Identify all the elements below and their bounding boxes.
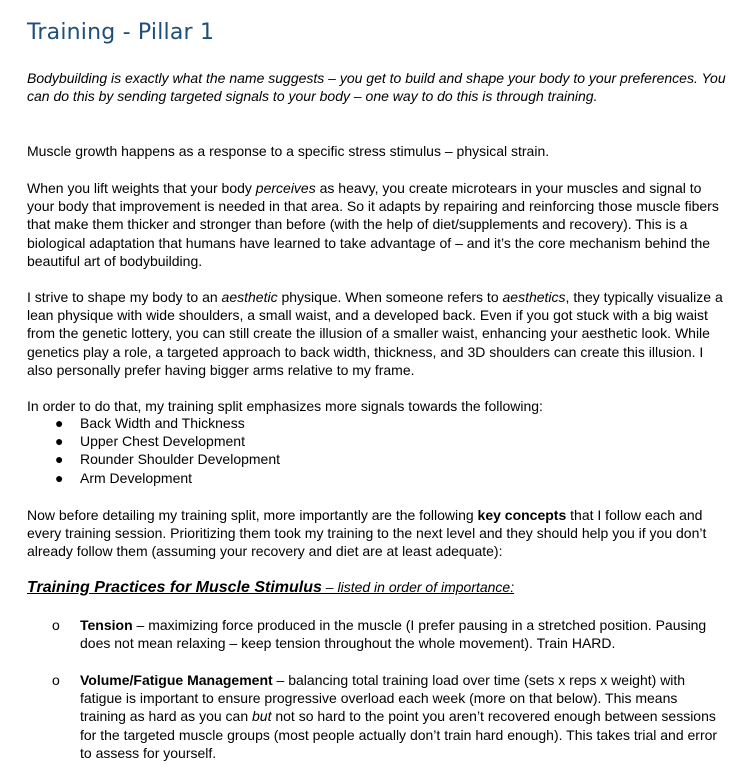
page-title: Training - Pillar 1 bbox=[27, 20, 215, 45]
concepts-paragraph: Now before detailing my training split, more importantly are the following key concepts that I follow each and every training session. Prioritizing them took my training to the next level and they should help you if you don’t already follow them (assuming your recovery and diet are at least adequate): bbox=[27, 507, 707, 560]
emphasis-aesthetic: aesthetic bbox=[221, 289, 278, 305]
emphasis-but: but bbox=[252, 708, 272, 725]
aesthetic-paragraph: I strive to shape my body to an aesthetic physique. When someone refers to aesthetics, they typically visualize a lean physique with wide shoulders, a small waist, and a developed back. Even if you got stuck with a big waist from the genetic lottery, you can still create the illusion of a smaller waist, enhancing your aesthetic look. While genetics play a role, a targeted approach to back width, thickness, and 3D shoulders can create this illusion. I also personally prefer having bigger arms relative to my frame. bbox=[27, 289, 723, 378]
emphasis-perceives: perceives bbox=[255, 180, 316, 196]
emphasis-aesthetics: aesthetics bbox=[502, 289, 566, 305]
practice-label: Tension bbox=[80, 617, 133, 633]
practice-item-volume: o Volume/Fatigue Management – balancing total training load over time (sets x reps x weight) with fatigue is important to ensure progressive overload each week (more on that below). This means training as hard as you can but not so hard to the point you aren’t recovered enough between sessions for the targeted muscle groups (most people actually don’t train hard enough). This takes trial and error to assess for yourself. bbox=[52, 672, 718, 761]
practice-item-tension: o Tension – maximizing force produced in the muscle (I prefer pausing in a stretched position. Pausing does not mean relaxing – keep tension throughout the whole movement). Train HARD. bbox=[52, 617, 707, 652]
growth-paragraph: Muscle growth happens as a response to a specific stress stimulus – physical strain. bbox=[27, 143, 550, 159]
bullet-icon: ● bbox=[55, 469, 64, 486]
bullet-icon: ● bbox=[55, 433, 64, 450]
lift-paragraph: When you lift weights that your body perceives as heavy, you create microtears in your muscles and signal to your body that improvement is needed in that area. So it adapts by repairing and reinforcing those muscle fibers that make them thicker and stronger than before (with the help of diet/supplements and recovery). This is a biological adaptation that humans have learned to take advantage of – and it’s the core mechanism behind the beautiful art of bodybuilding. bbox=[27, 180, 719, 269]
hollow-bullet-icon: o bbox=[52, 672, 60, 688]
bullet-icon: ● bbox=[55, 451, 64, 468]
section-heading: Training Practices for Muscle Stimulus – listed in order of importance: bbox=[27, 579, 515, 596]
list-item: ● Upper Chest Development bbox=[55, 433, 245, 450]
list-item: ● Rounder Shoulder Development bbox=[55, 451, 281, 468]
practice-label: Volume/Fatigue Management bbox=[80, 672, 273, 688]
intro-paragraph: Bodybuilding is exactly what the name suggests – you get to build and shape your body to your preferences. You can do this by sending targeted signals to your body – one way to do this is through training. bbox=[27, 70, 726, 105]
split-paragraph: In order to do that, my training split emphasizes more signals towards the following: bbox=[27, 398, 543, 414]
list-item: ● Back Width and Thickness bbox=[55, 415, 245, 431]
bullet-icon: ● bbox=[55, 415, 64, 431]
key-concepts-bold: key concepts bbox=[477, 507, 567, 523]
list-item: ● Arm Development bbox=[55, 469, 193, 486]
hollow-bullet-icon: o bbox=[52, 617, 60, 633]
focus-list bbox=[27, 414, 280, 487]
